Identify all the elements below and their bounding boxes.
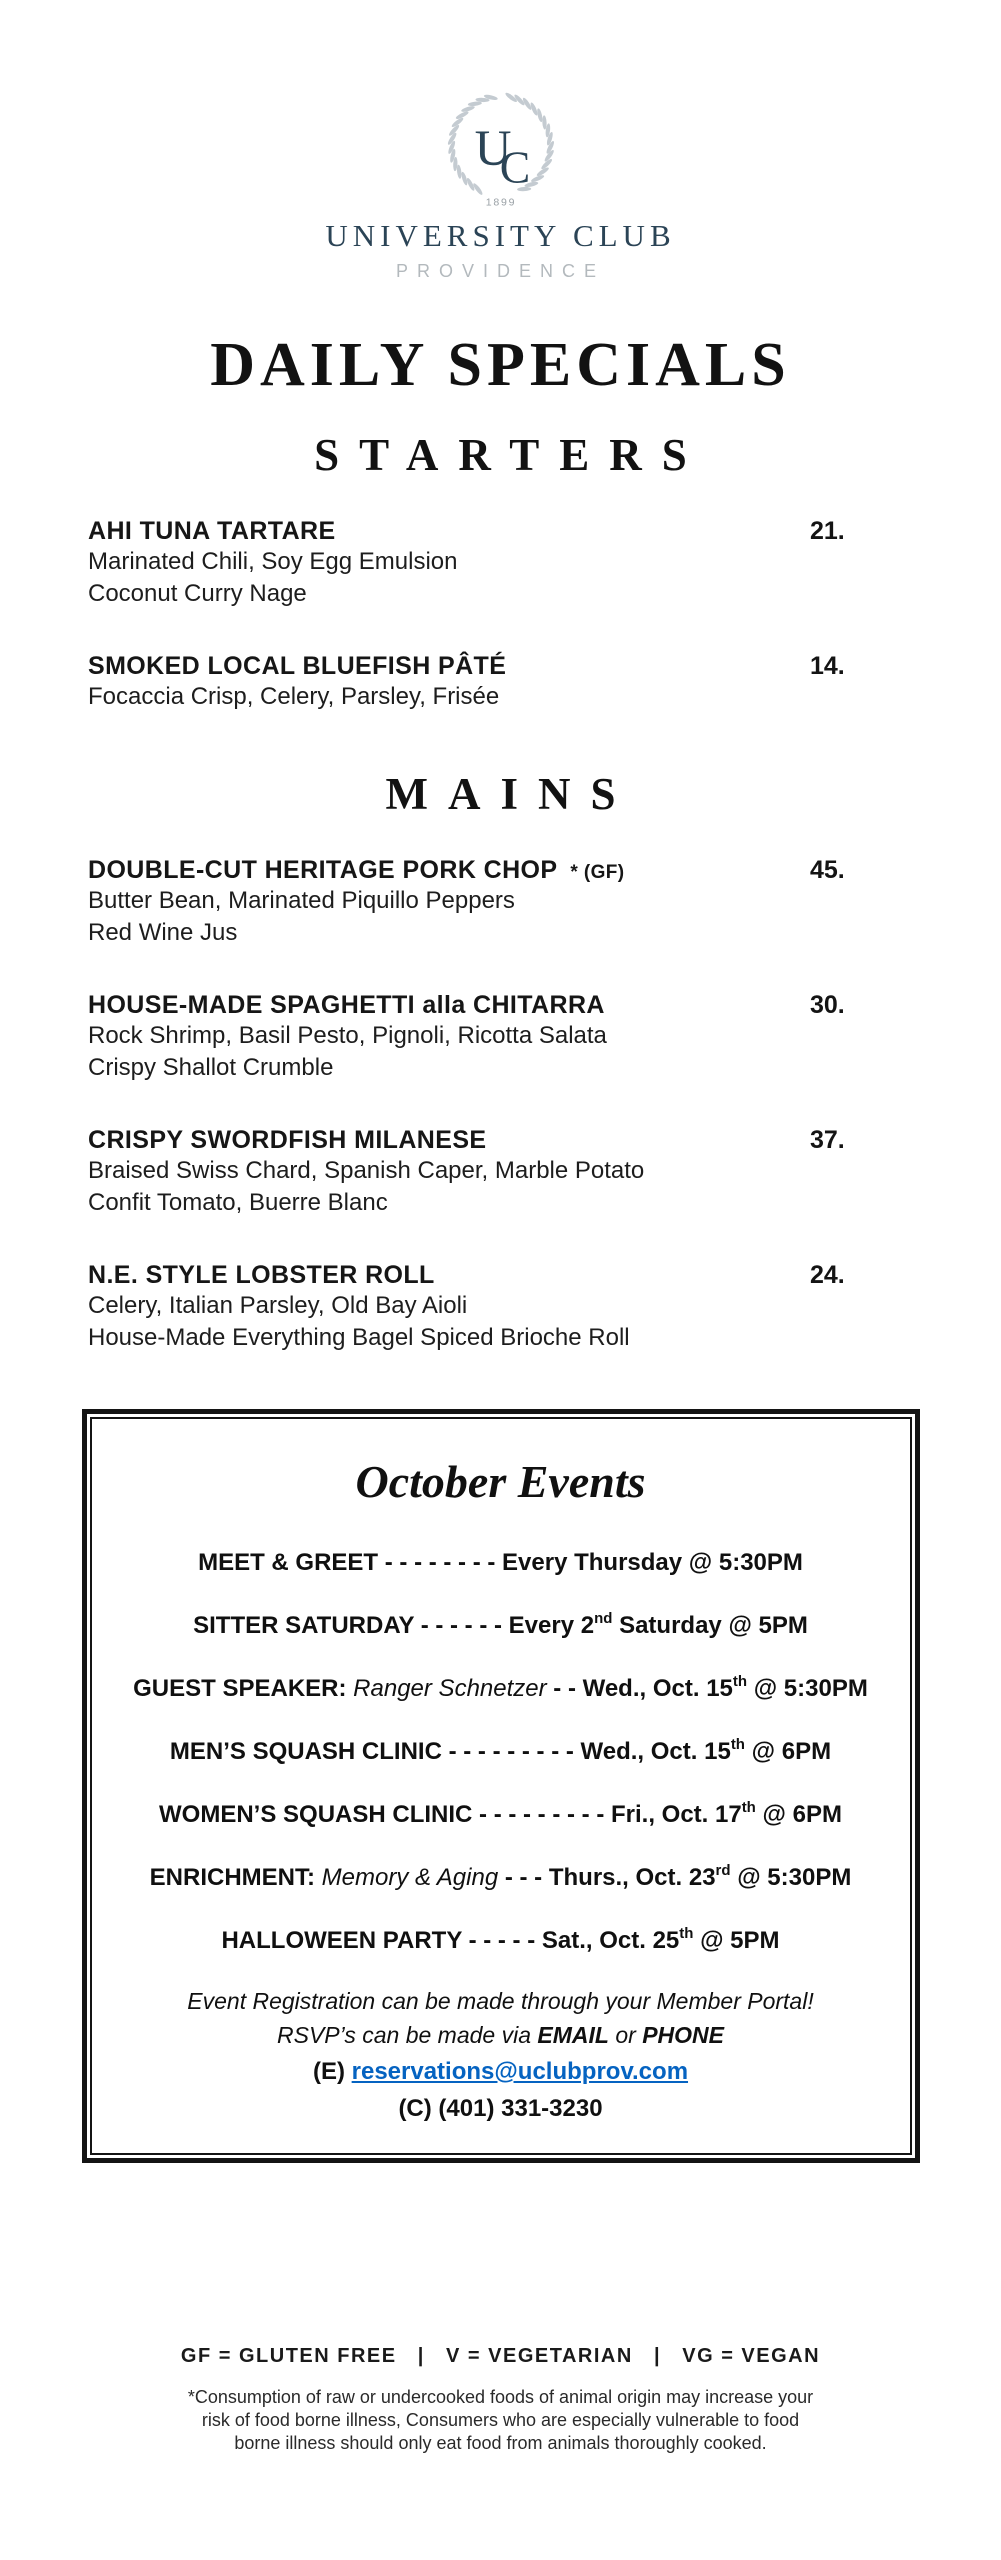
menu-item-price: 37. (810, 1126, 845, 1154)
text-segment: EMAIL (537, 2022, 609, 2048)
menu-item-header (88, 1126, 856, 1155)
ordinal-suffix: rd (715, 1862, 731, 1879)
menu-item (88, 1261, 856, 1354)
text-segment: MEN’S SQUASH CLINIC - - - - - - - - - Wed., Oct. 15 (169, 1738, 731, 1765)
monogram-c: C (499, 141, 530, 193)
disclaimer-line: risk of food borne illness, Consumers who are especially vulnerable to food (201, 2410, 800, 2430)
menu-item-desc: Rock Shrimp, Basil Pesto, Pignoli, Ricotta Salata (88, 1022, 607, 1049)
events-email-line (100, 2058, 902, 2086)
event-line (100, 1548, 902, 1578)
menu-item-price: 24. (810, 1261, 845, 1289)
text-segment: - - - Thurs., Oct. 23 (498, 1864, 716, 1891)
founding-year: 1899 (485, 196, 516, 209)
menu-section (0, 768, 1001, 1354)
menu-item-desc: Crispy Shallot Crumble (88, 1054, 334, 1081)
page-title: DAILY SPECIALS (210, 331, 791, 399)
text-segment: Memory & Aging (321, 1864, 499, 1891)
menu-item-header (88, 652, 856, 681)
text-segment: WOMEN’S SQUASH CLINIC - - - - - - - - - Fri., Oct. 17 (159, 1801, 742, 1828)
menu-item-price: 14. (810, 652, 845, 680)
email-label: (E) (312, 2058, 352, 2085)
club-name: UNIVERSITY CLUB (325, 218, 676, 253)
ordinal-suffix: th (730, 1736, 745, 1753)
text-segment: @ 5:30PM (747, 1675, 868, 1702)
event-line (100, 1794, 902, 1830)
club-city: PROVIDENCE (395, 261, 606, 281)
text-segment: RSVP’s can be made via (277, 2022, 538, 2048)
text-segment: - - Wed., Oct. 15 (546, 1675, 733, 1702)
menu-item-price: 45. (810, 856, 845, 884)
ordinal-suffix: th (732, 1673, 748, 1690)
menu-item-desc: Braised Swiss Chard, Spanish Caper, Marble Potato (88, 1157, 645, 1184)
event-line (100, 1731, 902, 1767)
dietary-legend: GF = GLUTEN FREE | V = VEGETARIAN | VG = VEGAN (180, 2345, 821, 2367)
menu-item (88, 517, 856, 610)
laurel-leaf (541, 115, 546, 129)
club-logo (0, 0, 1001, 282)
menu-section (0, 429, 1001, 713)
menu-item-desc: Celery, Italian Parsley, Old Bay Aioli (88, 1292, 468, 1319)
menu-item-name: SMOKED LOCAL BLUEFISH PÂTÉ (88, 652, 507, 680)
menu-item (88, 1126, 856, 1219)
text-segment: Saturday @ 5PM (612, 1612, 808, 1639)
menu-item-price: 30. (810, 991, 845, 1019)
consumption-disclaimer (0, 2386, 1001, 2455)
disclaimer-line: *Consumption of raw or undercooked foods of animal origin may increase your (187, 2387, 814, 2407)
text-segment: ENRICHMENT: (149, 1864, 322, 1891)
disclaimer-line: borne illness should only eat food from animals thoroughly cooked. (234, 2433, 767, 2453)
ordinal-suffix: th (679, 1925, 694, 1942)
text-segment: Ranger Schnetzer (353, 1675, 547, 1702)
text-segment: GUEST SPEAKER: (133, 1675, 354, 1702)
text-segment: @ 6PM (755, 1801, 842, 1828)
menu-item (88, 991, 856, 1084)
ordinal-suffix: th (741, 1799, 756, 1816)
text-segment: PHONE (642, 2022, 724, 2048)
section-title: STARTERS (314, 430, 707, 480)
menu-item-desc: Focaccia Crisp, Celery, Parsley, Frisée (88, 683, 500, 710)
section-title: MAINS (385, 769, 636, 819)
email-link[interactable]: reservations@uclubprov.com (351, 2058, 689, 2085)
laurel-wreath-icon (423, 84, 579, 216)
menu-item-name: N.E. STYLE LOBSTER ROLL (88, 1261, 435, 1289)
event-line (100, 1668, 902, 1704)
ordinal-suffix: nd (594, 1610, 613, 1627)
menu-item-desc: Butter Bean, Marinated Piquillo Peppers (88, 887, 515, 914)
event-line (100, 1920, 902, 1956)
menu-item-header (88, 991, 856, 1020)
menu-item-name: DOUBLE-CUT HERITAGE PORK CHOP * (GF) (88, 856, 625, 884)
menu-item-list (88, 856, 856, 1354)
events-phone-line: (C) (401) 331-3230 (398, 2095, 603, 2122)
menu-item (88, 856, 856, 949)
menu-item-price: 21. (810, 517, 845, 545)
events-list (100, 1548, 902, 1956)
menu-item-header (88, 856, 856, 885)
text-segment: HALLOWEEN PARTY - - - - - Sat., Oct. 25 (221, 1927, 680, 1954)
menu-item-header (88, 517, 856, 546)
menu-item (88, 652, 856, 713)
text-segment: MEET & GREET - - - - - - - - Every Thursday @ 5:30PM (198, 1549, 803, 1576)
events-title: October Events (355, 1456, 646, 1507)
menu-item-desc: Confit Tomato, Buerre Blanc (88, 1189, 388, 1216)
menu-item-desc: House-Made Everything Bagel Spiced Brioche Roll (88, 1324, 630, 1351)
menu-item-name: HOUSE-MADE SPAGHETTI alla CHITARRA (88, 991, 605, 1019)
menu-item-header (88, 1261, 856, 1290)
menu-item-name: AHI TUNA TARTARE (88, 517, 336, 545)
menu-sections (0, 429, 1001, 1354)
text-segment: @ 6PM (744, 1738, 832, 1765)
event-line (100, 1605, 902, 1641)
events-note-registration: Event Registration can be made through your Member Portal! (187, 1988, 814, 2014)
menu-item-list (88, 517, 856, 713)
monogram-u: U (474, 120, 512, 177)
events-box (82, 1409, 920, 2163)
events-note-rsvp (100, 2022, 902, 2049)
menu-item-desc: Marinated Chili, Soy Egg Emulsion (88, 548, 458, 575)
menu-item-name: CRISPY SWORDFISH MILANESE (88, 1126, 487, 1154)
text-segment: or (608, 2022, 643, 2048)
menu-item-desc: Coconut Curry Nage (88, 580, 307, 607)
text-segment: @ 5PM (693, 1927, 780, 1954)
text-segment: @ 5:30PM (730, 1864, 852, 1891)
events-box-inner (90, 1417, 912, 2155)
menu-item-desc: Red Wine Jus (88, 919, 238, 946)
text-segment: SITTER SATURDAY - - - - - - Every 2 (193, 1612, 595, 1639)
menu-item-tag: * (GF) (570, 862, 625, 883)
event-line (100, 1857, 902, 1893)
